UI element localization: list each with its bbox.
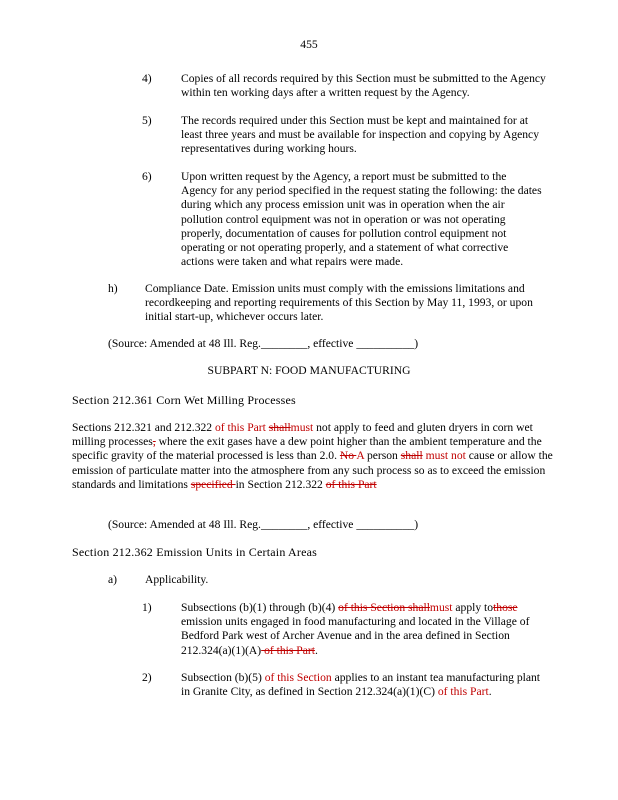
page-number: 455 <box>300 38 318 51</box>
section-heading: Section 212.361 Corn Wet Milling Processes <box>72 393 296 407</box>
list-item-text: Upon written request by the Agency, a report must be submitted to the Agency for any period specified in the request stating the following: the dates during which any process emission unit was in operation when the air pollution control equipment was not in operation or was not operating properly, documentation of causes for pollution control equipment not operating or not operating properly, and a statement of what corrective actions were taken and what repairs were made. <box>181 170 542 269</box>
list-item-number: 2) <box>142 671 152 684</box>
source-note: (Source: Amended at 48 Ill. Reg.________, effective __________) <box>108 518 419 531</box>
list-item-text: Subsections (b)(1) through (b)(4) of this Section shallmust apply tothose emission units engaged in food manufacturing and located in the Village of Bedford Park west of Archer Avenue and in the area defined in Section 212.324(a)(1)(A) of this Part. <box>181 601 530 657</box>
list-item-text: Copies of all records required by this Section must be submitted to the Agency within ten working days after a written request by the Agency. <box>181 72 546 100</box>
list-item-number: h) <box>108 282 118 295</box>
list-item-text: Compliance Date. Emission units must comply with the emissions limitations and recordkeeping and reporting requirements of this Section by May 11, 1993, or upon initial start-up, whichever occurs later. <box>145 282 533 324</box>
list-item-text: Subsection (b)(5) of this Section applies to an instant tea manufacturing plant in Granite City, as defined in Section 212.324(a)(1)(C) of this Part. <box>181 671 541 699</box>
list-item-number: a) <box>108 573 118 586</box>
list-item-number: 1) <box>142 601 152 614</box>
list-item-number: 4) <box>142 72 152 85</box>
subpart-heading: SUBPART N: FOOD MANUFACTURING <box>207 364 411 377</box>
list-item-text: Applicability. <box>145 573 209 586</box>
section-heading: Section 212.362 Emission Units in Certain Areas <box>72 545 318 559</box>
list-item-number: 6) <box>142 170 152 183</box>
section-361-body: Sections 212.321 and 212.322 of this Part shallmust not apply to feed and gluten dryers in corn wet milling processes, where the exit gases have a dew point higher than the ambient temperature and the specific gravity of the material processed is less than 2.0. No A person shall must not cause or allow the emission of particulate matter into the atmosphere from any such process so as to exceed the emission standards and limitations specified in Section 212.322 of this Part <box>72 421 553 491</box>
list-item-number: 5) <box>142 114 152 127</box>
source-note: (Source: Amended at 48 Ill. Reg.________, effective __________) <box>108 337 419 350</box>
list-item-text: The records required under this Section must be kept and maintained for at least three years and must be available for inspection and copying by Agency representatives during working hours. <box>181 114 540 156</box>
